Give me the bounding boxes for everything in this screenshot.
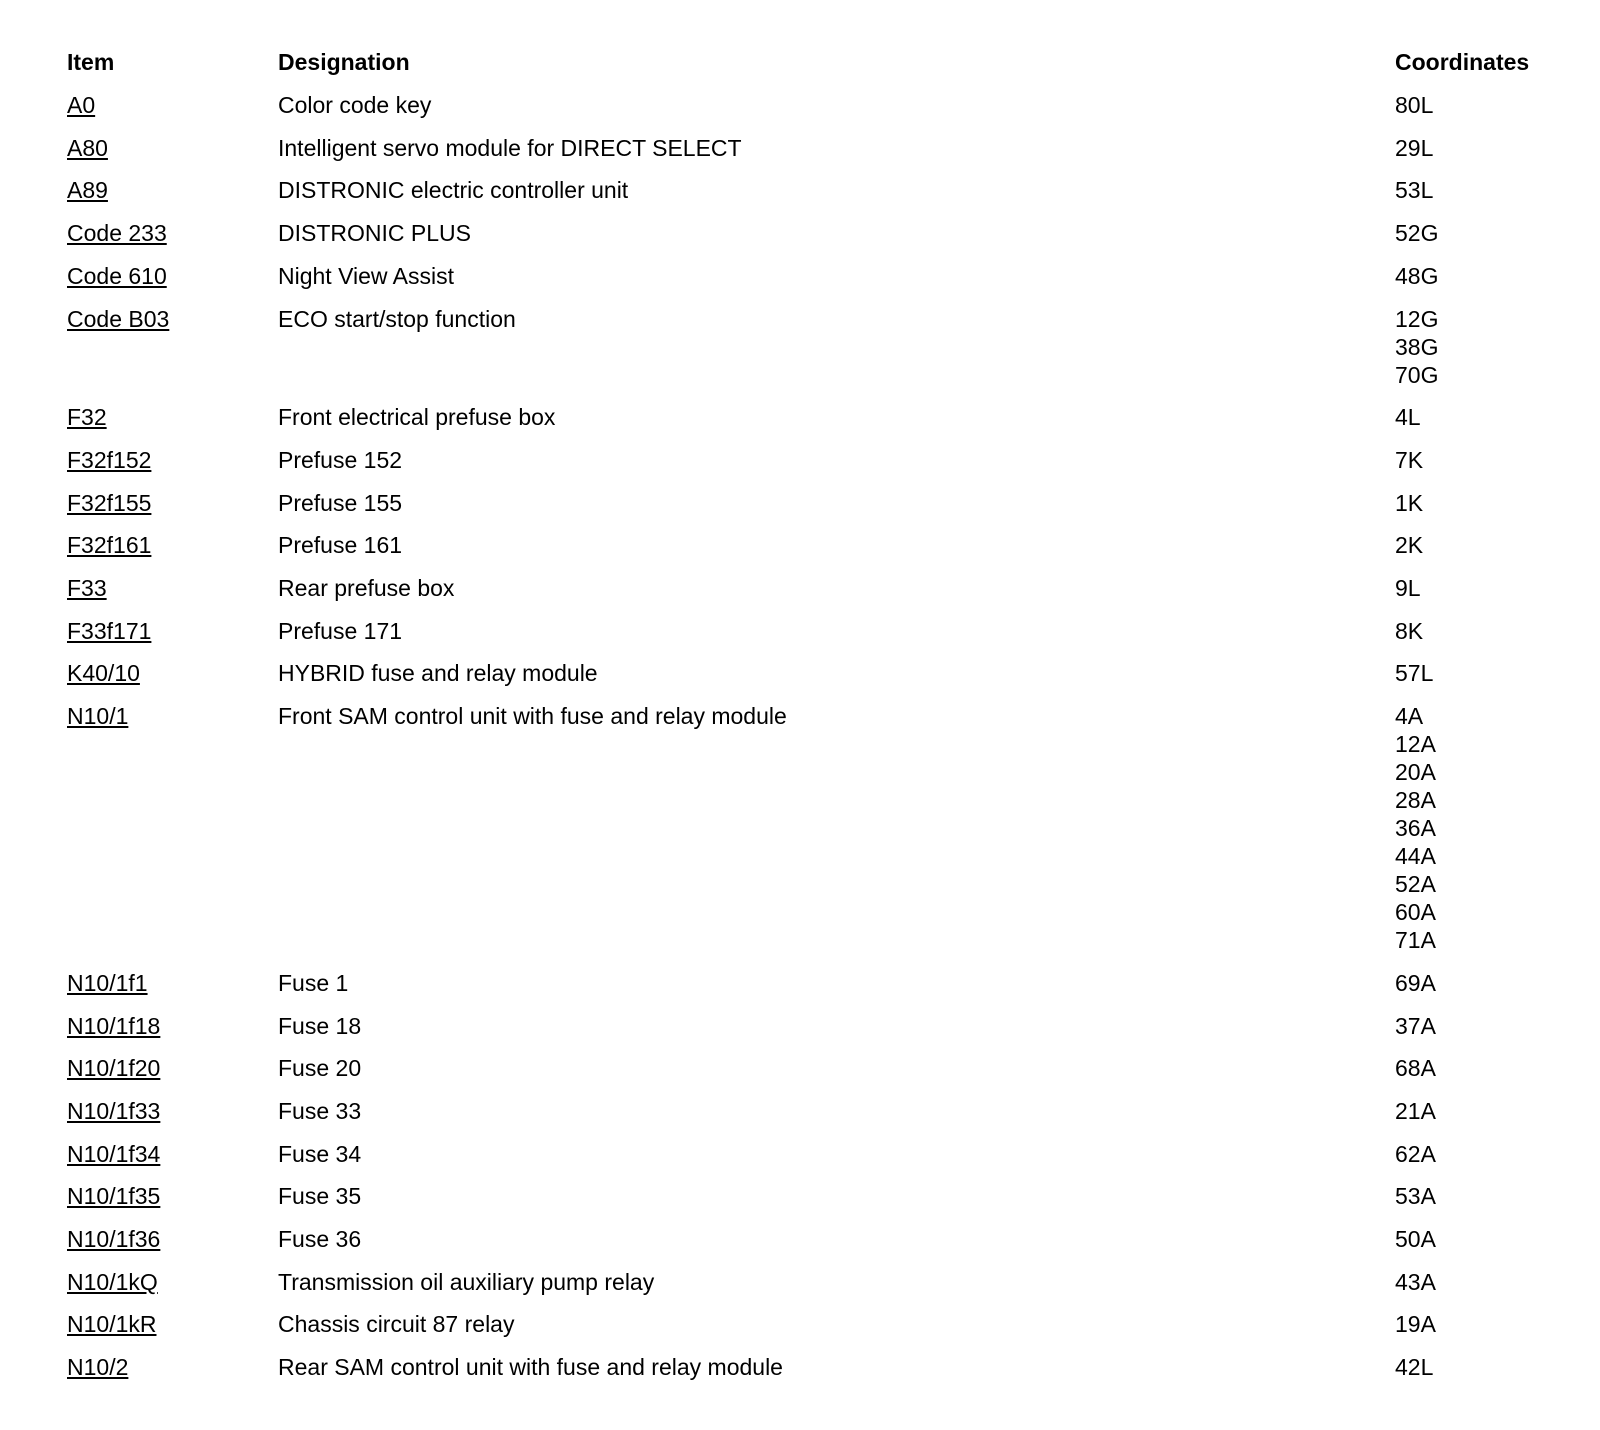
coordinate-value: 52A xyxy=(1395,871,1436,898)
coordinates-cell xyxy=(1395,305,1438,389)
item-link[interactable]: A80 xyxy=(67,134,108,161)
item-link[interactable]: N10/2 xyxy=(67,1354,129,1381)
designation-text: Fuse 1 xyxy=(278,969,349,996)
designation-text: Fuse 20 xyxy=(278,1055,362,1082)
coordinates-cell xyxy=(1395,403,1421,431)
coordinate-value: 20A xyxy=(1395,759,1436,786)
coordinate-value: 36A xyxy=(1395,815,1436,842)
coordinates-cell xyxy=(1395,176,1433,204)
coordinate-value: 19A xyxy=(1395,1311,1436,1338)
item-link[interactable]: N10/1f34 xyxy=(67,1140,161,1167)
coordinate-value: 44A xyxy=(1395,843,1436,870)
coordinates-cell xyxy=(1395,659,1433,687)
designation-text: DISTRONIC PLUS xyxy=(278,220,471,247)
designation-text: Chassis circuit 87 relay xyxy=(278,1311,515,1338)
coordinates-cell xyxy=(1395,1310,1436,1338)
designation-text: Prefuse 171 xyxy=(278,617,403,644)
item-link[interactable]: K40/10 xyxy=(67,660,140,687)
coordinates-cell xyxy=(1395,134,1433,162)
coordinate-value: 53A xyxy=(1395,1183,1436,1210)
designation-text: HYBRID fuse and relay module xyxy=(278,660,598,687)
coordinates-cell xyxy=(1395,1225,1436,1253)
item-link[interactable]: N10/1kQ xyxy=(67,1268,158,1295)
coordinate-value: 1K xyxy=(1395,489,1424,516)
item-link[interactable]: F32f155 xyxy=(67,489,152,516)
coordinate-value: 53L xyxy=(1395,177,1434,204)
item-link[interactable]: F32 xyxy=(67,404,107,431)
coordinate-value: 80L xyxy=(1395,92,1434,118)
item-link[interactable]: Code 610 xyxy=(67,262,167,289)
coordinate-value: 52G xyxy=(1395,220,1439,247)
item-link[interactable]: N10/1f1 xyxy=(67,969,148,996)
coordinates-cell xyxy=(1395,1012,1436,1040)
coordinate-value: 37A xyxy=(1395,1012,1436,1039)
coordinate-value: 9L xyxy=(1395,575,1421,601)
item-link[interactable]: F33f171 xyxy=(67,617,152,644)
coordinate-value: 57L xyxy=(1395,660,1434,687)
coordinate-value: 69A xyxy=(1395,969,1436,996)
header-item: Item xyxy=(67,49,115,75)
coordinates-cell xyxy=(1395,574,1421,602)
coordinate-value: 4L xyxy=(1395,404,1421,431)
coordinates-cell xyxy=(1395,91,1433,119)
coordinates-cell xyxy=(1395,489,1423,517)
designation-text: ECO start/stop function xyxy=(278,305,516,332)
item-link[interactable]: F33 xyxy=(67,575,107,601)
designation-text: Intelligent servo module for DIRECT SELECT xyxy=(278,134,742,161)
coordinate-value: 70G xyxy=(1395,361,1439,388)
coordinate-value: 38G xyxy=(1395,333,1439,360)
item-link[interactable]: N10/1kR xyxy=(67,1311,157,1338)
coordinate-value: 43A xyxy=(1395,1268,1436,1295)
item-link[interactable]: F32f161 xyxy=(67,532,152,559)
coordinate-value: 28A xyxy=(1395,787,1436,814)
coordinates-cell xyxy=(1395,1268,1436,1296)
item-link[interactable]: Code B03 xyxy=(67,305,170,332)
coordinates-cell xyxy=(1395,1353,1433,1381)
coordinate-value: 60A xyxy=(1395,899,1436,926)
coordinate-value: 12G xyxy=(1395,305,1439,332)
designation-text: Rear prefuse box xyxy=(278,575,455,601)
designation-text: Prefuse 152 xyxy=(278,446,403,473)
coordinates-cell xyxy=(1395,702,1436,954)
coordinates-cell xyxy=(1395,617,1423,645)
item-link[interactable]: N10/1f36 xyxy=(67,1226,161,1252)
designation-text: Fuse 36 xyxy=(278,1226,362,1252)
designation-text: Fuse 18 xyxy=(278,1012,362,1039)
item-link[interactable]: N10/1 xyxy=(67,703,129,730)
coordinate-value: 71A xyxy=(1395,927,1436,954)
designation-text: Fuse 33 xyxy=(278,1097,362,1124)
coordinate-value: 62A xyxy=(1395,1140,1436,1167)
designation-text: Prefuse 155 xyxy=(278,489,403,516)
item-link[interactable]: N10/1f33 xyxy=(67,1097,161,1124)
coordinates-cell xyxy=(1395,1140,1436,1168)
designation-text: Front SAM control unit with fuse and relay module xyxy=(278,703,787,730)
item-link[interactable]: A0 xyxy=(67,92,96,118)
coordinate-value: 7K xyxy=(1395,446,1424,473)
coordinate-value: 50A xyxy=(1395,1226,1436,1252)
coordinates-cell xyxy=(1395,531,1423,559)
coordinates-cell xyxy=(1395,446,1423,474)
coordinates-cell xyxy=(1395,219,1438,247)
coordinate-value: 8K xyxy=(1395,617,1424,644)
designation-text: Fuse 34 xyxy=(278,1140,362,1167)
coordinates-cell xyxy=(1395,1182,1436,1210)
designation-text: Fuse 35 xyxy=(278,1183,362,1210)
coordinate-value: 48G xyxy=(1395,262,1439,289)
coordinate-value: 4A xyxy=(1395,703,1424,730)
designation-text: Color code key xyxy=(278,92,432,118)
designation-text: Transmission oil auxiliary pump relay xyxy=(278,1268,655,1295)
coordinate-value: 68A xyxy=(1395,1055,1436,1082)
coordinates-cell xyxy=(1395,1097,1436,1125)
designation-text: Night View Assist xyxy=(278,262,454,289)
coordinates-cell xyxy=(1395,1054,1436,1082)
item-link[interactable]: N10/1f35 xyxy=(67,1183,161,1210)
coordinates-cell xyxy=(1395,262,1438,290)
coordinate-value: 42L xyxy=(1395,1354,1434,1381)
designation-text: Rear SAM control unit with fuse and relay module xyxy=(278,1354,783,1381)
designation-text: Front electrical prefuse box xyxy=(278,404,556,431)
coordinate-value: 2K xyxy=(1395,532,1424,559)
designation-text: DISTRONIC electric controller unit xyxy=(278,177,629,204)
coordinate-value: 21A xyxy=(1395,1097,1436,1124)
designation-text: Prefuse 161 xyxy=(278,532,403,559)
header-designation: Designation xyxy=(278,49,410,75)
coordinates-cell xyxy=(1395,969,1436,997)
item-link[interactable]: F32f152 xyxy=(67,446,152,473)
item-link[interactable]: N10/1f18 xyxy=(67,1012,161,1039)
coordinate-value: 29L xyxy=(1395,134,1434,161)
header-coordinates: Coordinates xyxy=(1395,49,1530,75)
item-link[interactable]: N10/1f20 xyxy=(67,1055,161,1082)
coordinate-value: 12A xyxy=(1395,731,1436,758)
item-link[interactable]: Code 233 xyxy=(67,220,167,247)
item-link[interactable]: A89 xyxy=(67,177,108,204)
